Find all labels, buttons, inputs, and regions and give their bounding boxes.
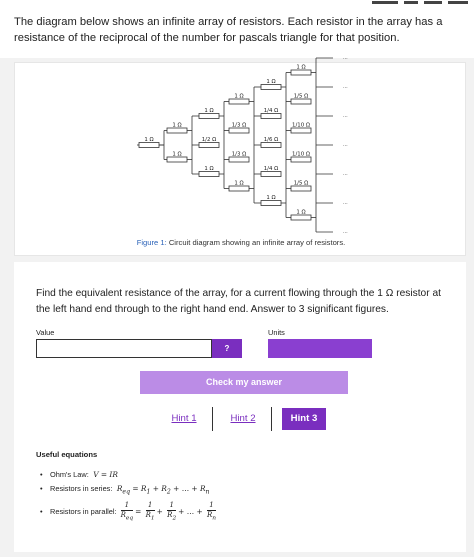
toolbar-dash bbox=[404, 1, 418, 4]
hint-separator bbox=[212, 407, 213, 431]
question-card bbox=[14, 262, 466, 552]
resistor-label: 1/4 Ω bbox=[263, 166, 279, 172]
resistor bbox=[199, 172, 219, 177]
bullet-icon: • bbox=[40, 507, 43, 516]
resistor bbox=[229, 157, 249, 162]
hint-separator bbox=[271, 407, 272, 431]
resistor-label: 1 Ω bbox=[234, 93, 244, 100]
ellipsis-label: ... bbox=[343, 142, 348, 148]
figure-caption-label: Figure 1: bbox=[136, 238, 167, 247]
resistor bbox=[199, 114, 219, 119]
resistor-label: 1 Ω bbox=[172, 122, 182, 129]
resistor-label: 1/3 Ω bbox=[231, 122, 247, 129]
bullet-icon: • bbox=[40, 484, 43, 493]
series-formula: $R_{eq} = R_1 + R_2$ + … + $R_n$ bbox=[114, 484, 210, 496]
parallel-equation bbox=[40, 501, 218, 523]
resistor-label: 1 Ω bbox=[266, 79, 276, 85]
figure-caption-text: Circuit diagram showing an infinite array of resistors. bbox=[168, 238, 346, 247]
ellipsis-label: ... bbox=[343, 55, 348, 61]
resistor-label: 1 Ω bbox=[234, 180, 244, 187]
ohms-law-label: Ohm's Law: bbox=[50, 470, 89, 479]
resistor-label: 1/10 Ω bbox=[292, 151, 310, 158]
resistor-label: 1 Ω bbox=[204, 166, 214, 172]
useful-equations-title: Useful equations bbox=[36, 450, 98, 459]
problem-intro bbox=[0, 6, 474, 58]
resistor bbox=[261, 172, 281, 177]
hint-1-link[interactable]: Hint 1 bbox=[171, 413, 197, 424]
parallel-formula: $\frac{1}{R_{eq}}$ = $\frac{1}{R_1}$ + $\frac{1}{R_2}$ + … + $\frac{1}{R_n}$ bbox=[120, 501, 217, 522]
hint-3-button[interactable]: Hint 3 bbox=[282, 408, 326, 430]
toolbar-dash bbox=[424, 1, 442, 4]
bullet-icon: • bbox=[40, 470, 43, 479]
resistor bbox=[261, 114, 281, 119]
units-dropdown[interactable] bbox=[268, 339, 372, 358]
resistor bbox=[291, 70, 311, 75]
value-field[interactable] bbox=[36, 339, 212, 358]
ohms-law-formula: V = IR bbox=[90, 470, 118, 479]
ohms-law-equation bbox=[40, 470, 118, 479]
ellipsis-label: ... bbox=[343, 229, 348, 235]
check-answer-button[interactable]: Check my answer bbox=[140, 371, 348, 394]
figure-caption bbox=[15, 238, 467, 247]
ellipsis-label: ... bbox=[343, 113, 348, 119]
resistor-label: 1 Ω bbox=[172, 151, 182, 158]
resistor bbox=[291, 186, 311, 191]
resistor-label: 1/5 Ω bbox=[293, 180, 309, 187]
series-equation bbox=[40, 484, 210, 496]
parallel-label: Resistors in parallel: bbox=[50, 507, 117, 517]
ellipsis-label: ... bbox=[343, 171, 348, 177]
units-label: Units bbox=[268, 328, 285, 337]
ellipsis-label: ... bbox=[343, 200, 348, 206]
resistor-label: 1 Ω bbox=[144, 137, 154, 143]
resistor bbox=[167, 157, 187, 162]
resistor-label: 1 Ω bbox=[296, 209, 306, 216]
resistor-label: 1 Ω bbox=[296, 64, 306, 71]
resistor bbox=[291, 99, 311, 104]
series-label: Resistors in series: bbox=[50, 484, 113, 493]
resistor bbox=[229, 128, 249, 133]
toolbar-dash bbox=[372, 1, 398, 4]
figure-card bbox=[14, 55, 466, 256]
resistor bbox=[199, 143, 219, 148]
ellipsis-label: ... bbox=[343, 84, 348, 90]
resistor bbox=[139, 143, 159, 148]
resistor-label: 1/10 Ω bbox=[292, 122, 310, 129]
resistor bbox=[291, 215, 311, 220]
resistor-label: 1 Ω bbox=[266, 195, 276, 201]
resistor bbox=[229, 99, 249, 104]
hint-2-link[interactable]: Hint 2 bbox=[230, 413, 256, 424]
resistor-label: 1/5 Ω bbox=[293, 93, 309, 100]
resistor-label: 1/6 Ω bbox=[263, 137, 279, 143]
resistor bbox=[261, 85, 281, 90]
resistor-label: 1/2 Ω bbox=[201, 137, 217, 143]
value-label: Value bbox=[36, 328, 55, 337]
value-input[interactable] bbox=[37, 342, 211, 359]
resistor bbox=[229, 186, 249, 191]
resistor-label: 1/4 Ω bbox=[263, 108, 279, 114]
help-button[interactable]: ? bbox=[212, 339, 242, 358]
resistor bbox=[261, 143, 281, 148]
resistor bbox=[261, 201, 281, 206]
resistor bbox=[291, 157, 311, 162]
resistor bbox=[291, 128, 311, 133]
resistor-label: 1/3 Ω bbox=[231, 151, 247, 158]
question-text: Find the equivalent resistance of the array, for a current flowing through the 1 Ω resistor at the left hand end through to the right hand end. Answer to 3 significant figures. bbox=[36, 288, 441, 315]
intro-text: The diagram below shows an infinite array of resistors. Each resistor in the array has a resistance of the reciprocal of the number for pascals triangle for that position. bbox=[14, 16, 443, 44]
resistor bbox=[167, 128, 187, 133]
resistor-label: 1 Ω bbox=[204, 108, 214, 114]
toolbar-dash bbox=[448, 1, 468, 4]
resistor-array-diagram bbox=[15, 55, 467, 235]
